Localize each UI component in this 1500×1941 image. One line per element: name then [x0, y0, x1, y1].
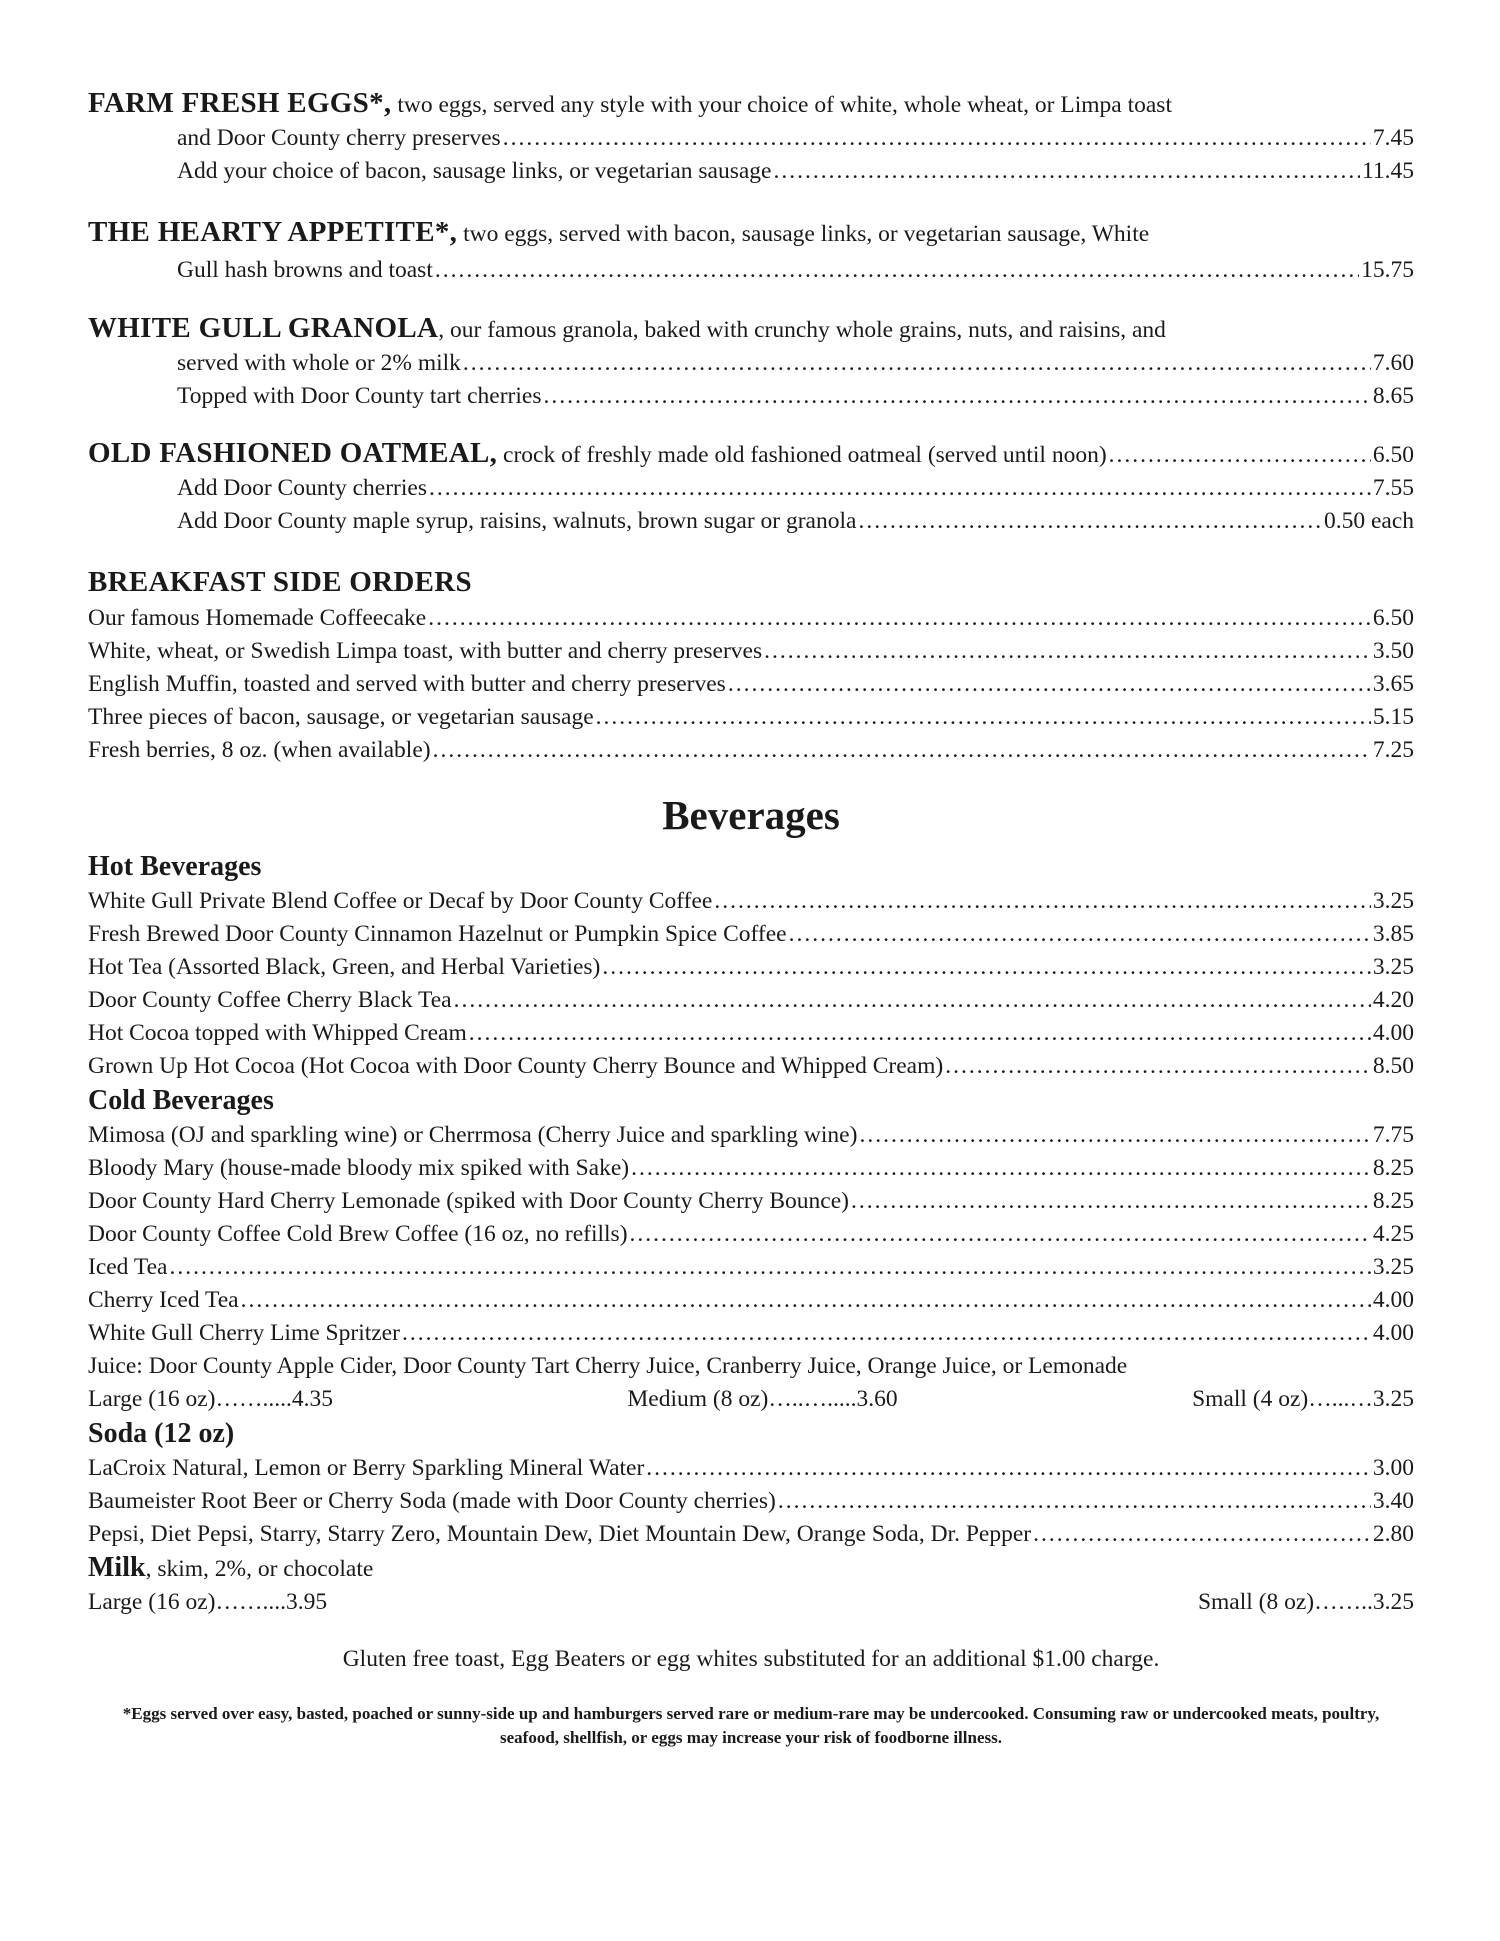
line-price: 3.85 [1372, 921, 1414, 947]
juice-line [88, 1350, 1414, 1383]
juice-sizes [88, 1383, 1414, 1416]
dot-leader [503, 122, 1371, 155]
line-label: Door County Coffee Cold Brew Coffee (16 oz, no refills) [88, 1221, 628, 1247]
line-label: Add your choice of bacon, sausage links, or vegetarian sausage [177, 158, 772, 184]
line-label: Cherry Iced Tea [88, 1287, 239, 1313]
price-line [88, 1185, 1414, 1218]
line-price: 8.50 [1372, 1053, 1414, 1079]
line-price: 11.45 [1361, 158, 1414, 184]
line-label: White Gull Private Blend Coffee or Decaf by Door County Coffee [88, 888, 713, 914]
line-price: 8.25 [1372, 1155, 1414, 1181]
line-price: 3.00 [1372, 1455, 1414, 1481]
menu-item-granola [88, 311, 1414, 413]
juice-medium: Medium (8 oz)…..….....3.60 [627, 1386, 898, 1412]
section-title: Soda (12 oz) [88, 1418, 235, 1449]
line-price: 7.60 [1372, 350, 1414, 376]
beverages-title: Beverages [662, 792, 840, 838]
dot-leader [469, 1017, 1371, 1050]
price-line [88, 122, 1414, 155]
dot-leader [631, 1152, 1371, 1185]
milk [88, 1551, 1414, 1619]
line-label: and Door County cherry preserves [177, 125, 501, 151]
menu-item-hearty-appetite [88, 212, 1414, 287]
line-label: Door County Coffee Cherry Black Tea [88, 987, 452, 1013]
line-label: Hot Tea (Assorted Black, Green, and Herbal Varieties) [88, 954, 601, 980]
milk-large: Large (16 oz)……....3.95 [88, 1589, 328, 1615]
price-line [88, 701, 1414, 734]
line-price: 6.50 [1372, 442, 1414, 468]
menu-item-farm-fresh-eggs [88, 86, 1414, 188]
dot-leader [433, 734, 1371, 767]
line-price: 7.75 [1372, 1122, 1414, 1148]
dot-leader [596, 701, 1371, 734]
line-label: LaCroix Natural, Lemon or Berry Sparkling Mineral Water [88, 1455, 645, 1481]
dot-leader [241, 1284, 1371, 1317]
line-label: Bloody Mary (house-made bloody mix spiked with Sake) [88, 1155, 630, 1181]
line-label: Pepsi, Diet Pepsi, Starry, Starry Zero, Mountain Dew, Diet Mountain Dew, Orange Soda, Dr. Pepper [88, 1521, 1032, 1547]
price-line [88, 472, 1414, 505]
section-title: BREAKFAST SIDE ORDERS [88, 566, 472, 598]
line-label: English Muffin, toasted and served with butter and cherry preserves [88, 671, 726, 697]
price-line [88, 155, 1414, 188]
item-title: THE HEARTY APPETITE*, [88, 216, 458, 248]
price-line [88, 1317, 1414, 1350]
cold-beverages [88, 1083, 1414, 1416]
item-title: FARM FRESH EGGS*, [88, 87, 392, 119]
price-line [88, 437, 1414, 472]
dot-leader [728, 668, 1371, 701]
section-title: Milk [88, 1552, 146, 1583]
line-price: 4.00 [1372, 1287, 1414, 1313]
dot-leader [858, 505, 1322, 538]
line-label: White Gull Cherry Lime Spritzer [88, 1320, 400, 1346]
dot-leader [630, 1218, 1371, 1251]
line-price: 7.55 [1372, 475, 1414, 501]
dot-leader [773, 155, 1360, 188]
line-price: 4.25 [1372, 1221, 1414, 1247]
price-line [88, 984, 1414, 1017]
line-price: 3.50 [1372, 638, 1414, 664]
price-line [88, 380, 1414, 413]
line-label: Add Door County cherries [177, 475, 427, 501]
line-price: 3.25 [1372, 888, 1414, 914]
dot-leader [1109, 439, 1371, 472]
price-line [88, 1251, 1414, 1284]
line-label: Topped with Door County tart cherries [177, 383, 542, 409]
price-line [88, 1284, 1414, 1317]
price-line [88, 505, 1414, 538]
juice-small: Small (4 oz)…...…3.25 [1192, 1386, 1414, 1412]
line-label: Our famous Homemade Coffeecake [88, 605, 427, 631]
price-line [88, 347, 1414, 380]
item-description: two eggs, served with bacon, sausage links, or vegetarian sausage, White [457, 221, 1150, 247]
line-price: 0.50 each [1323, 508, 1414, 534]
item-description: , our famous granola, baked with crunchy whole grains, nuts, and raisins, and [438, 317, 1166, 343]
section-title: Cold Beverages [88, 1085, 274, 1116]
line-label: Iced Tea [88, 1254, 168, 1280]
dot-leader [1033, 1518, 1371, 1551]
line-label: White, wheat, or Swedish Limpa toast, with butter and cherry preserves [88, 638, 763, 664]
line-price: 3.25 [1372, 954, 1414, 980]
price-line [88, 1050, 1414, 1083]
price-line [88, 635, 1414, 668]
line-price: 3.40 [1372, 1488, 1414, 1514]
price-line [88, 1218, 1414, 1251]
item-description: two eggs, served any style with your choice of white, whole wheat, or Limpa toast [391, 92, 1172, 118]
dot-leader [851, 1185, 1371, 1218]
line-label: Three pieces of bacon, sausage, or vegetarian sausage [88, 704, 594, 730]
line-price: 3.65 [1372, 671, 1414, 697]
price-line [88, 951, 1414, 984]
line-label: Hot Cocoa topped with Whipped Cream [88, 1020, 467, 1046]
price-line [88, 885, 1414, 918]
line-price: 5.15 [1372, 704, 1414, 730]
price-line [88, 1119, 1414, 1152]
section-title: Hot Beverages [88, 851, 262, 882]
menu-item-oatmeal [88, 437, 1414, 538]
line-label: Grown Up Hot Cocoa (Hot Cocoa with Door County Cherry Bounce and Whipped Cream) [88, 1053, 944, 1079]
line-price: 4.00 [1372, 1320, 1414, 1346]
substitution-note: Gluten free toast, Egg Beaters or egg whites substituted for an additional $1.00 charge. [342, 1646, 1160, 1672]
line-price: 4.20 [1372, 987, 1414, 1013]
price-line [88, 918, 1414, 951]
line-label: Door County Hard Cherry Lemonade (spiked with Door County Cherry Bounce) [88, 1188, 849, 1214]
line-label: Juice: Door County Apple Cider, Door County Tart Cherry Juice, Cranberry Juice, Orange Juice, or Lemonade [88, 1353, 1128, 1379]
item-description: crock of freshly made old fashioned oatmeal (served until noon) [497, 442, 1107, 468]
item-description: , skim, 2%, or chocolate [145, 1556, 374, 1582]
milk-small: Small (8 oz)……..3.25 [1197, 1589, 1414, 1615]
dot-leader [859, 1119, 1370, 1152]
line-price: 6.50 [1372, 605, 1414, 631]
line-price: 15.75 [1361, 257, 1414, 283]
line-label: Add Door County maple syrup, raisins, walnuts, brown sugar or granola [177, 508, 857, 534]
dot-leader [429, 472, 1371, 505]
line-label: Baumeister Root Beer or Cherry Soda (made with Door County cherries) [88, 1488, 776, 1514]
price-line [88, 668, 1414, 701]
price-line [88, 1518, 1414, 1551]
dot-leader [428, 602, 1371, 635]
item-title: WHITE GULL GRANOLA [88, 312, 439, 344]
price-line [88, 602, 1414, 635]
dot-leader [789, 918, 1371, 951]
food-safety-disclaimer: *Eggs served over easy, basted, poached or sunny-side up and hamburgers served rare or medium-rare may be undercooked. Consuming raw or undercooked meats, poultry, seafood, shellfish, or eggs may increase your risk of foodborne illness. [122, 1704, 1380, 1747]
line-price: 8.65 [1372, 383, 1414, 409]
dot-leader [646, 1452, 1371, 1485]
dot-leader [435, 254, 1359, 287]
dot-leader [402, 1317, 1371, 1350]
dot-leader [454, 984, 1371, 1017]
juice-large: Large (16 oz)…….....4.35 [88, 1386, 333, 1412]
soda [88, 1416, 1414, 1551]
line-price: 4.00 [1372, 1020, 1414, 1046]
dot-leader [543, 380, 1370, 413]
milk-sizes [88, 1586, 1414, 1619]
line-price: 7.45 [1372, 125, 1414, 151]
price-line [88, 1152, 1414, 1185]
line-price: 3.25 [1372, 1254, 1414, 1280]
dot-leader [764, 635, 1371, 668]
line-price: 8.25 [1372, 1188, 1414, 1214]
line-label: Fresh Brewed Door County Cinnamon Hazelnut or Pumpkin Spice Coffee [88, 921, 787, 947]
dot-leader [714, 885, 1371, 918]
dot-leader [463, 347, 1371, 380]
menu-page [88, 86, 1414, 1750]
line-label: served with whole or 2% milk [177, 350, 461, 376]
hot-beverages [88, 849, 1414, 1083]
line-label: Gull hash browns and toast [177, 257, 433, 283]
line-label: Mimosa (OJ and sparkling wine) or Cherrmosa (Cherry Juice and sparkling wine) [88, 1122, 858, 1148]
line-price: 7.25 [1372, 737, 1414, 763]
price-line [88, 1452, 1414, 1485]
dot-leader [945, 1050, 1371, 1083]
dot-leader [169, 1251, 1370, 1284]
line-label: Fresh berries, 8 oz. (when available) [88, 737, 431, 763]
dot-leader [778, 1485, 1371, 1518]
price-line [88, 1485, 1414, 1518]
dot-leader [602, 951, 1371, 984]
breakfast-side-orders [88, 562, 1414, 767]
line-price: 2.80 [1372, 1521, 1414, 1547]
item-title: OLD FASHIONED OATMEAL, [88, 437, 498, 469]
price-line [88, 1017, 1414, 1050]
price-line [88, 734, 1414, 767]
price-line [88, 254, 1414, 287]
